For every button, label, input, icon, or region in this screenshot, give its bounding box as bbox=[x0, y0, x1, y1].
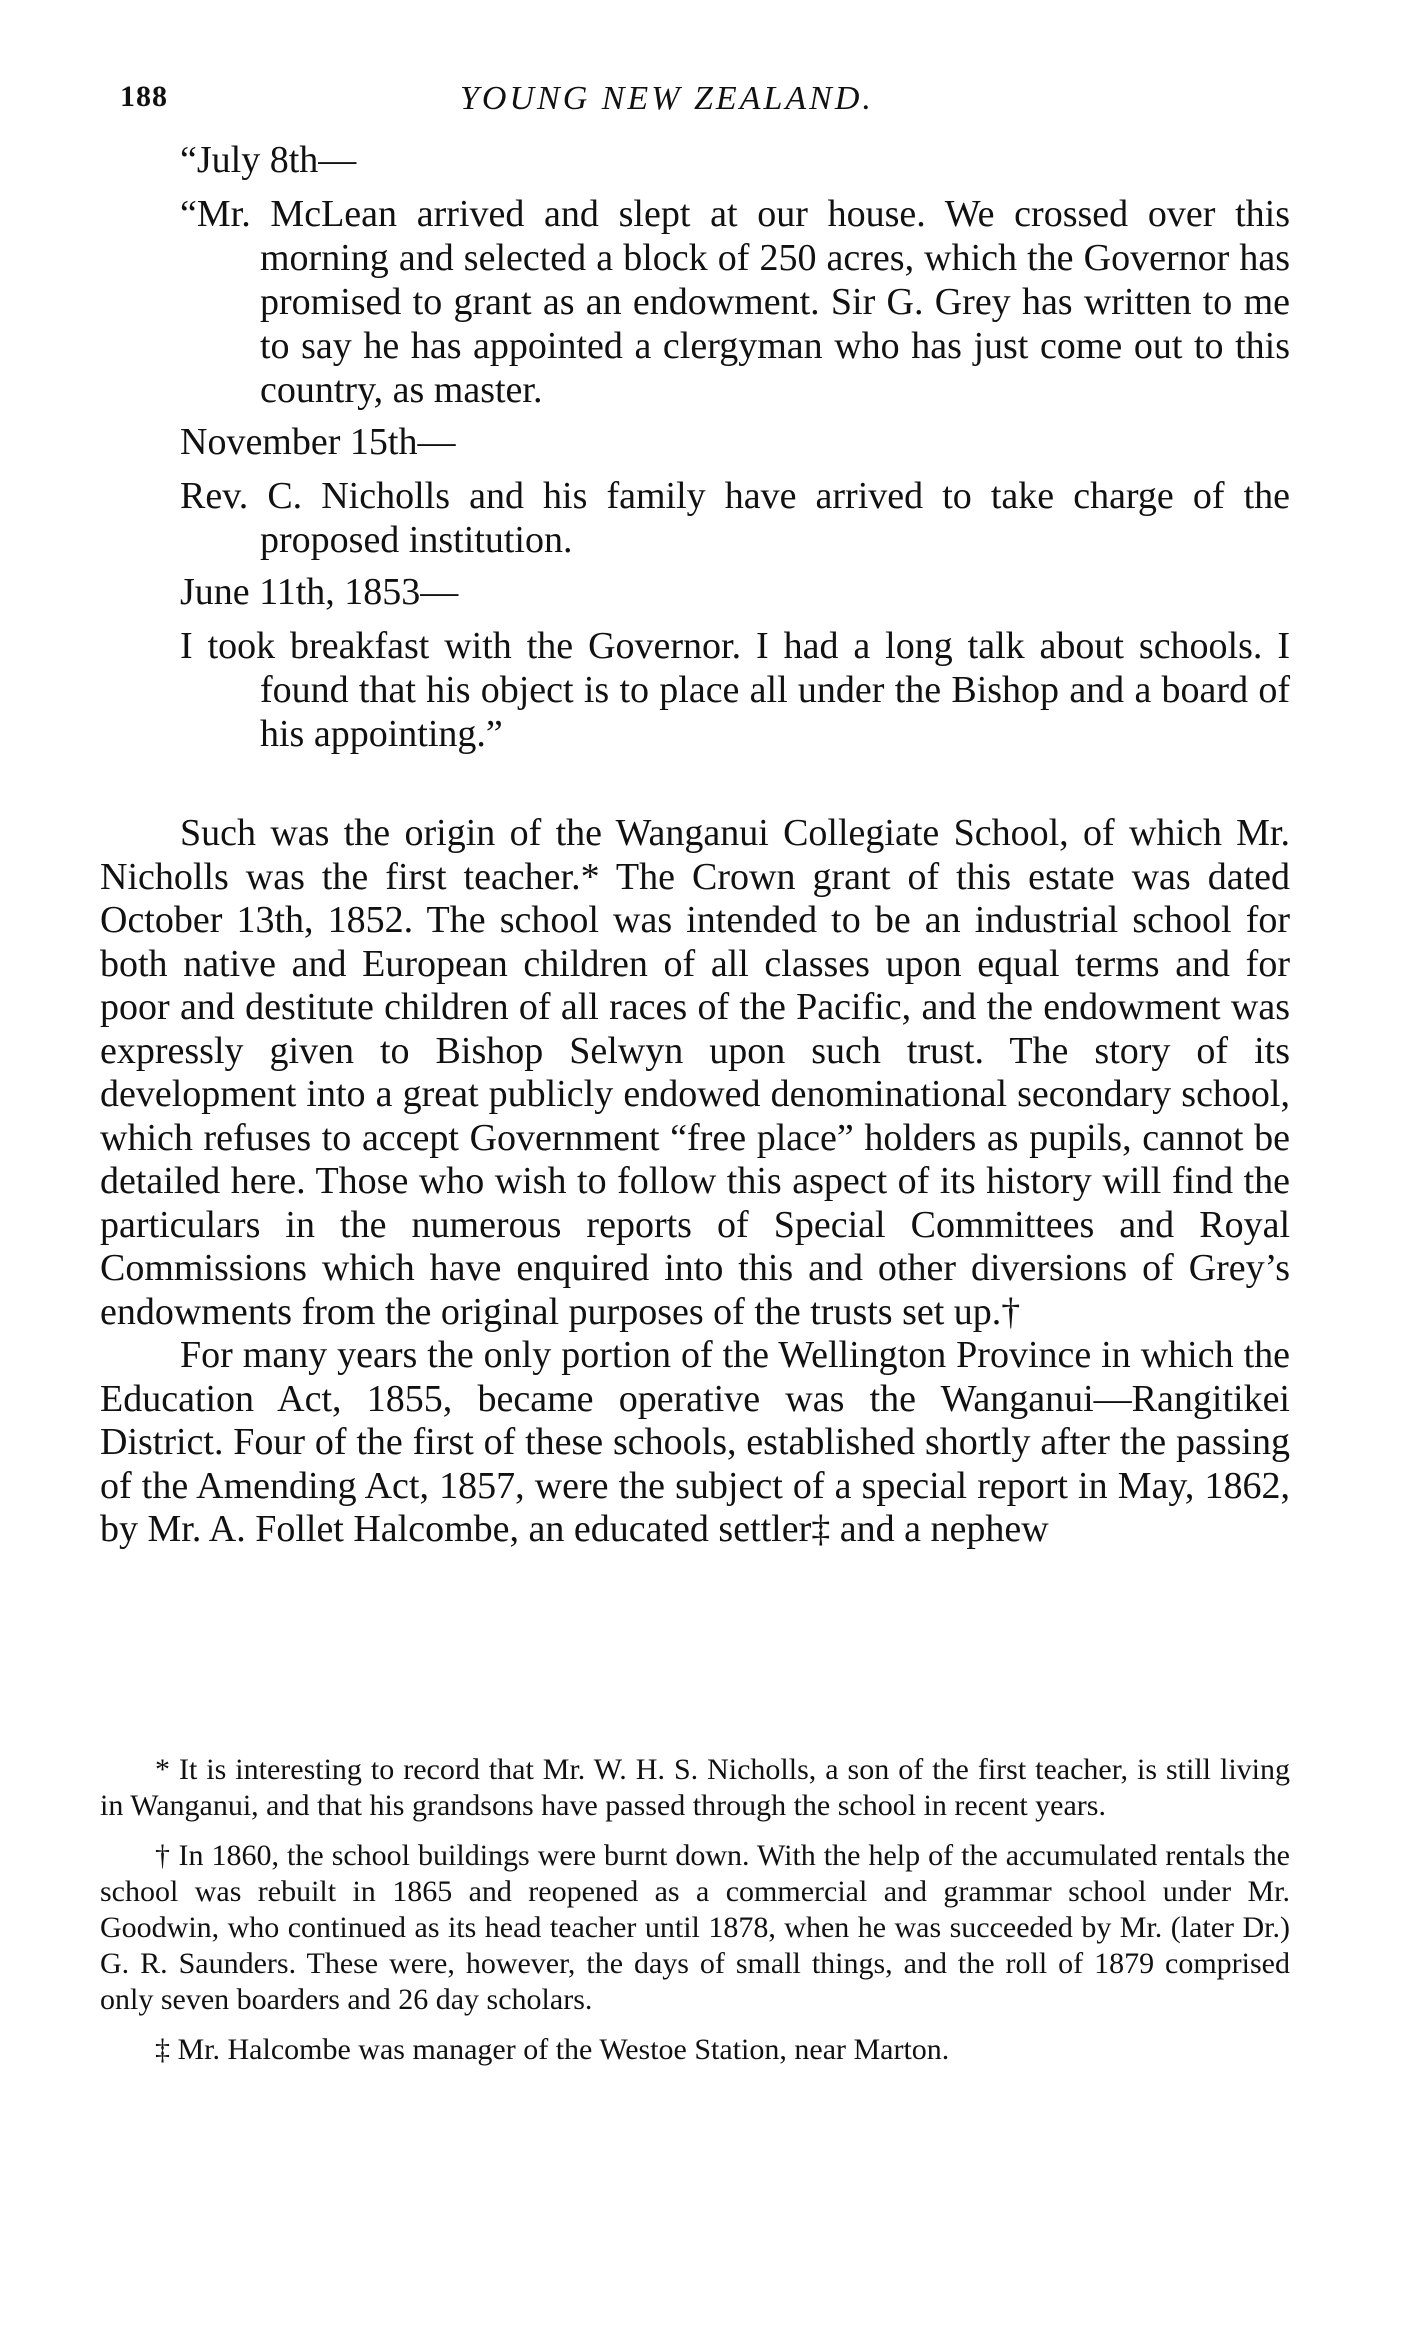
running-title: YOUNG NEW ZEALAND. bbox=[460, 80, 874, 117]
page-number: 188 bbox=[120, 80, 168, 113]
journal-entry: I took breakfast with the Governor. I had a long talk about schools. I found that his object is to place all under the Bishop and a board of his appointing.” bbox=[180, 625, 1290, 755]
body-paragraph: For many years the only portion of the Wellington Province in which the Education Act, 1855, became operative was the Wanganui—Rangitikei District. Four of the first of these schools, established shortly after the passing of the Amending Act, 1857, were the subject of a special report in May, 1862, by Mr. A. Follet Halcombe, an educated settler‡ and a nephew bbox=[100, 1334, 1290, 1550]
journal-extract bbox=[180, 138, 1290, 764]
body-paragraph: Such was the origin of the Wanganui Collegiate School, of which Mr. Nicholls was the first teacher.* The Crown grant of this estate was dated October 13th, 1852. The school was intended to be an industrial school for both native and European children of all classes upon equal terms and for poor and destitute children of all races of the Pacific, and the endowment was expressly given to Bishop Selwyn upon such trust. The story of its development into a great publicly endowed denominational secondary school, which refuses to accept Government “free place” holders as pupils, cannot be detailed here. Those who wish to follow this aspect of its history will find the particulars in the numerous reports of Special Committees and Royal Commissions which have enquired into this and other diversions of Grey’s endowments from the original purposes of the trusts set up.† bbox=[100, 812, 1290, 1333]
journal-entry: Rev. C. Nicholls and his family have arrived to take charge of the proposed institution. bbox=[180, 475, 1290, 561]
journal-date: “July 8th— bbox=[180, 139, 357, 181]
footnote: ‡ Mr. Halcombe was manager of the Westoe Station, near Marton. bbox=[155, 2033, 950, 2066]
journal-date: June 11th, 1853— bbox=[180, 571, 459, 613]
journal-entry: “Mr. McLean arrived and slept at our house. We crossed over this morning and selected a block of 250 acres, which the Governor has promised to grant as an endowment. Sir G. Grey has written to me to say he has appointed a clergyman who has just come out to this country, as master. bbox=[180, 193, 1290, 411]
footnote: * It is interesting to record that Mr. W. H. S. Nicholls, a son of the first teacher, is still living in Wanganui, and that his grandsons have passed through the school in recent years. bbox=[100, 1753, 1290, 1822]
footnote: † In 1860, the school buildings were burnt down. With the help of the accumulated rentals the school was rebuilt in 1865 and reopened as a commercial and grammar school under Mr. Goodwin, who continued as its head teacher until 1878, when he was succeeded by Mr. (later Dr.) G. R. Saunders. These were, however, the days of small things, and the roll of 1879 comprised only seven boarders and 26 day scholars. bbox=[100, 1839, 1290, 2016]
footnotes bbox=[100, 1752, 1290, 2082]
running-head bbox=[120, 80, 1300, 130]
body-text bbox=[100, 812, 1290, 1552]
journal-date: November 15th— bbox=[180, 421, 456, 463]
